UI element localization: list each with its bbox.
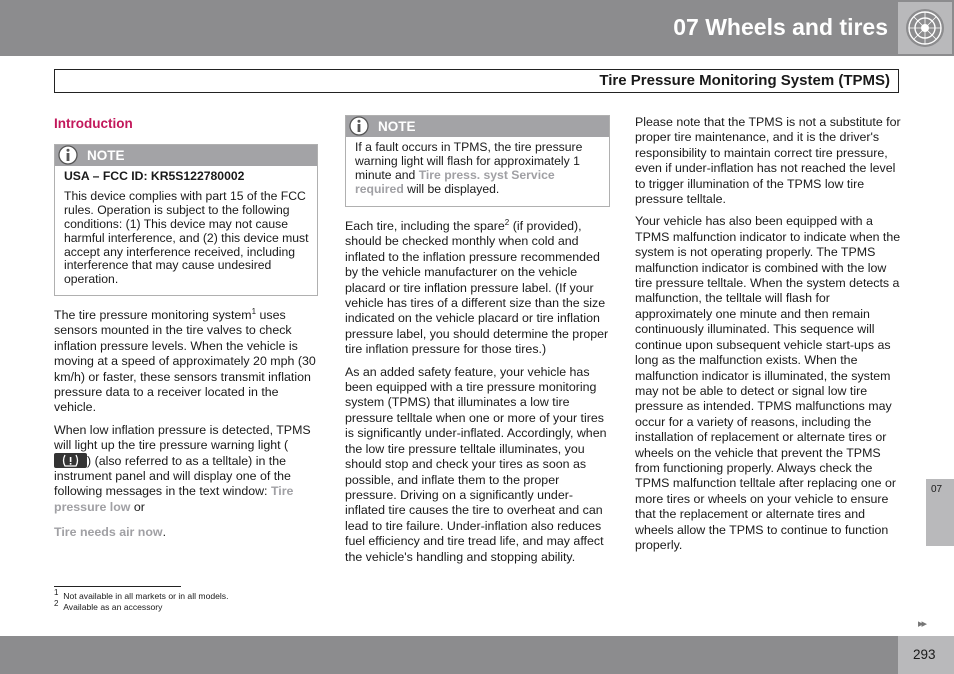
note-label: NOTE bbox=[378, 119, 416, 134]
info-icon bbox=[57, 144, 79, 166]
text-span: uses sensors mounted in the tire valves to check inflation pressure levels. When the vehicle is moving at a speed of approximately 20 mph (30 km/h) or faster, these sensors transmit inflation pressure data to a receiver located in the vehicle. bbox=[54, 308, 316, 415]
footnote-number: 2 bbox=[54, 599, 59, 609]
footnote-2 bbox=[54, 599, 229, 613]
tire-check-paragraph bbox=[345, 219, 611, 358]
text-span: . bbox=[162, 525, 167, 540]
next-page-arrows-icon[interactable]: ▸▸ bbox=[918, 618, 926, 630]
maintenance-paragraph: Please note that the TPMS is not a substitute for proper tire maintenance, and it is the driver's responsibility to maintain correct tire pressure, even if under-inflation has not reached the level to trigger illumination of the TPMS low tire pressure telltale. bbox=[635, 115, 901, 207]
footnote-ref: 2 bbox=[504, 217, 510, 227]
chapter-title: 07 Wheels and tires bbox=[673, 14, 888, 40]
section-header bbox=[54, 69, 899, 93]
low-pressure-paragraph bbox=[54, 423, 318, 515]
tire-pressure-warning-icon bbox=[54, 453, 87, 468]
footnote-ref: 1 bbox=[251, 306, 257, 316]
chapter-side-tab[interactable] bbox=[926, 479, 954, 546]
footnote-1 bbox=[54, 588, 229, 602]
footnotes bbox=[54, 588, 229, 613]
malfunction-paragraph: Your vehicle has also been equipped with a TPMS malfunction indicator to indicate when the system is not operating properly. The TPMS malfunction indicator is combined with the low tire pressure telltale. When the system detects a malfunction, the telltale will flash for approximately one minute and then remain continuously illuminated. This sequence will continue upon subsequent vehicle start-ups as long as the malfunction exists. When the malfunction indicator is illuminated, the system may not be able to detect or signal low tire pressure as intended. TPMS malfunctions may occur for a variety of reasons, including the installation of replacement or alternate tires or wheels on the vehicle that prevent the TPMS from functioning properly. Always check the TPMS malfunction telltale after replacing one or more tires or wheels on your vehicle to ensure that the replacement or alternate tires and wheels allow the TPMS to continue to function properly. bbox=[635, 214, 901, 552]
footnote-divider bbox=[54, 586, 181, 587]
fcc-note-text: This device complies with part 15 of the FCC rules. Operation is subject to the following conditions: (1) This device may not cause harmful interference, and (2) this device must accept any interference received, including interference that may cause undesired operation. bbox=[64, 188, 309, 287]
note-header bbox=[55, 145, 317, 166]
footnote-text: Available as an accessory bbox=[63, 602, 163, 612]
text-span: or bbox=[130, 499, 145, 514]
note-header bbox=[346, 116, 609, 137]
section-title: Tire Pressure Monitoring System (TPMS) bbox=[599, 72, 890, 89]
message-service-required: Tire press. syst Service required bbox=[355, 167, 555, 196]
footer-bar bbox=[0, 636, 954, 674]
fault-note-text bbox=[346, 137, 609, 203]
note-label: NOTE bbox=[87, 148, 125, 163]
text-span: will be displayed. bbox=[403, 181, 500, 196]
text-span: ) (also referred to as a telltale) in the instrument panel and will display one of the following messages in the text window: bbox=[54, 453, 291, 499]
left-column-text bbox=[54, 308, 318, 548]
info-icon bbox=[348, 115, 370, 137]
introduction-heading: Introduction bbox=[54, 116, 133, 131]
message-tire-needs-air: Tire needs air now bbox=[54, 525, 163, 540]
fcc-id: USA – FCC ID: KR5S122780002 bbox=[64, 169, 245, 183]
page-number: 293 bbox=[913, 647, 936, 662]
side-tab-label: 07 bbox=[931, 484, 943, 495]
fcc-note-box bbox=[54, 144, 318, 296]
message-paragraph bbox=[54, 525, 318, 540]
tire-icon bbox=[898, 2, 952, 54]
text-span: When low inflation pressure is detected, TPMS will light up the tire pressure warning light ( bbox=[54, 422, 311, 453]
text-span: If a fault occurs in TPMS, the tire pressure warning light will flash for approximately 1 minute and bbox=[355, 140, 583, 182]
footnote-text: Not available in all markets or in all models. bbox=[63, 591, 229, 601]
text-span: Each tire, including the spare bbox=[345, 219, 505, 233]
safety-feature-paragraph: As an added safety feature, your vehicle has been equipped with a tire pressure monitoring system (TPMS) that illuminates a low tire pressure telltale when one or more of your tires is significantly under-inflated. Accordingly, when the low tire pressure telltale illuminates, you should stop and check your tires as soon as possible, and inflate them to the proper pressure. Driving on a significantly under-inflated tire causes the tire to overheat and can lead to tire failure. Under-inflation also reduces fuel efficiency and tire tread life, and may affect the vehicle's handling and stopping ability. bbox=[345, 364, 607, 564]
page-number-box bbox=[898, 636, 954, 674]
fault-note-box bbox=[345, 115, 610, 207]
footnote-number: 1 bbox=[54, 588, 59, 598]
tpms-intro-paragraph bbox=[54, 308, 318, 416]
middle-column-text bbox=[345, 219, 611, 572]
message-tire-pressure-low: Tire pressure low bbox=[54, 484, 294, 514]
right-column-text bbox=[635, 115, 901, 560]
text-span: The tire pressure monitoring system bbox=[54, 308, 252, 322]
text-span: (if provided), should be checked monthly when cold and inflated to the inflation pressure recommended by the vehicle manufacturer on the vehicle placard or tire inflation pressure label. (If your vehicle has tires of a different size than the size indicated on the vehicle placard or tire inflation pressure label, you should determine the proper tire inflation pressure for those tires.) bbox=[345, 219, 609, 357]
